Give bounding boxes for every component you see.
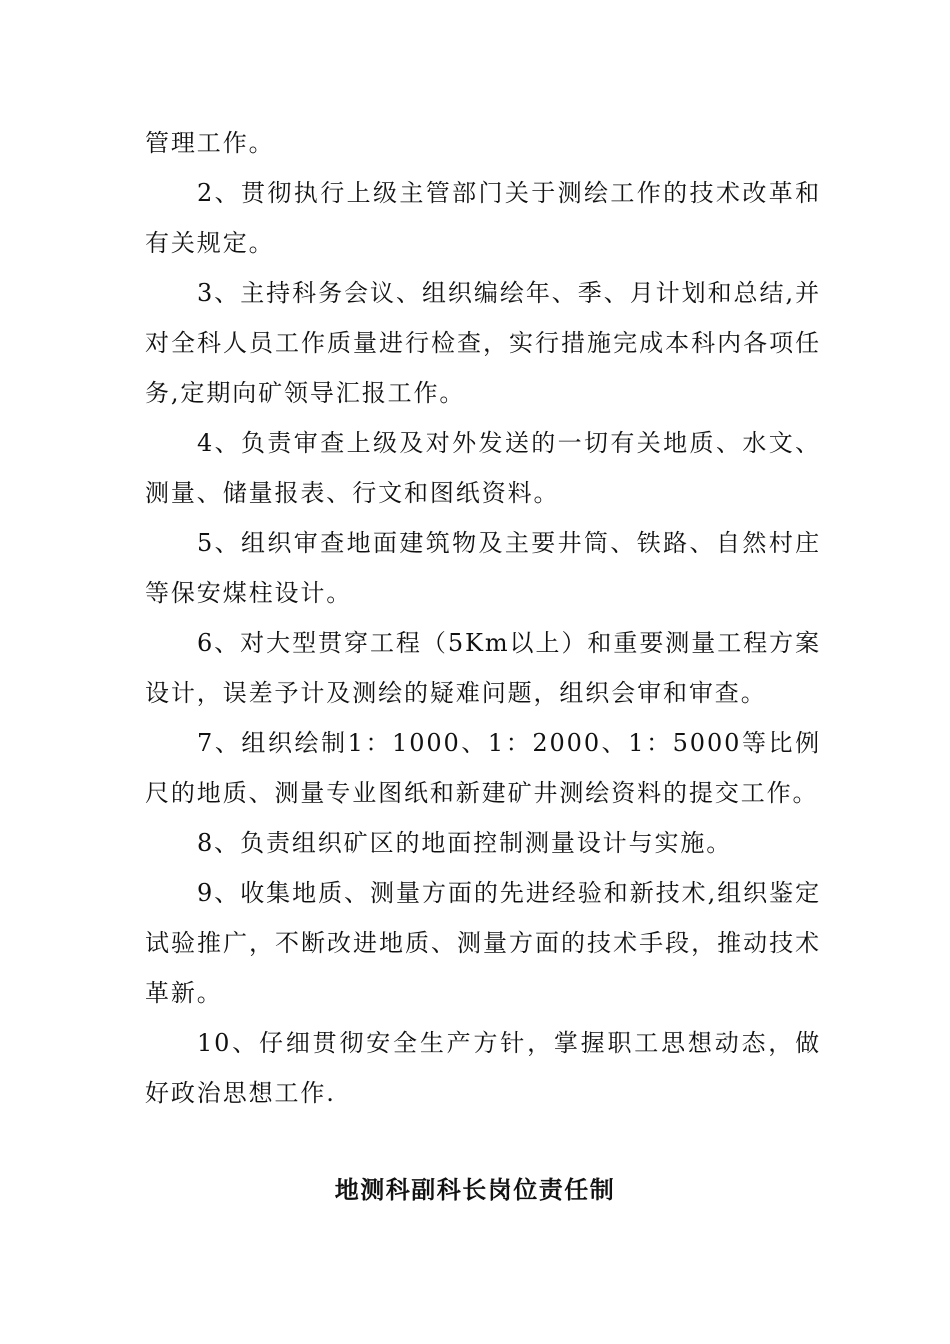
document-body [145, 118, 821, 1118]
duty-item-3: 3、主持科务会议、组织编绘年、季、月计划和总结,并对全科人员工作质量进行检查，实行措施完成本科内各项任务,定期向矿领导汇报工作。 [145, 279, 821, 407]
duty-item-9: 9、收集地质、测量方面的先进经验和新技术,组织鉴定试验推广，不断改进地质、测量方面的技术手段，推动技术革新。 [145, 879, 821, 1007]
duty-item-7: 7、组织绘制1：1000、1：2000、1：5000等比例尺的地质、测量专业图纸和新建矿井测绘资料的提交工作。 [145, 729, 821, 807]
duty-item-6: 6、对大型贯穿工程（5Km以上）和重要测量工程方案设计，误差予计及测绘的疑难问题，组织会审和审查。 [145, 629, 821, 707]
paragraph-continuation: 管理工作。 [145, 129, 275, 157]
duty-item-10: 10、仔细贯彻安全生产方针，掌握职工思想动态，做好政治思想工作. [145, 1029, 821, 1107]
duty-item-4: 4、负责审查上级及对外发送的一切有关地质、水文、测量、储量报表、行文和图纸资料。 [145, 429, 821, 507]
duty-item-8: 8、负责组织矿区的地面控制测量设计与实施。 [197, 829, 733, 857]
section-title: 地测科副科长岗位责任制 [334, 1176, 616, 1204]
duty-item-5: 5、组织审查地面建筑物及主要井筒、铁路、自然村庄等保安煤柱设计。 [145, 529, 821, 607]
duty-item-2: 2、贯彻执行上级主管部门关于测绘工作的技术改革和有关规定。 [145, 179, 821, 257]
